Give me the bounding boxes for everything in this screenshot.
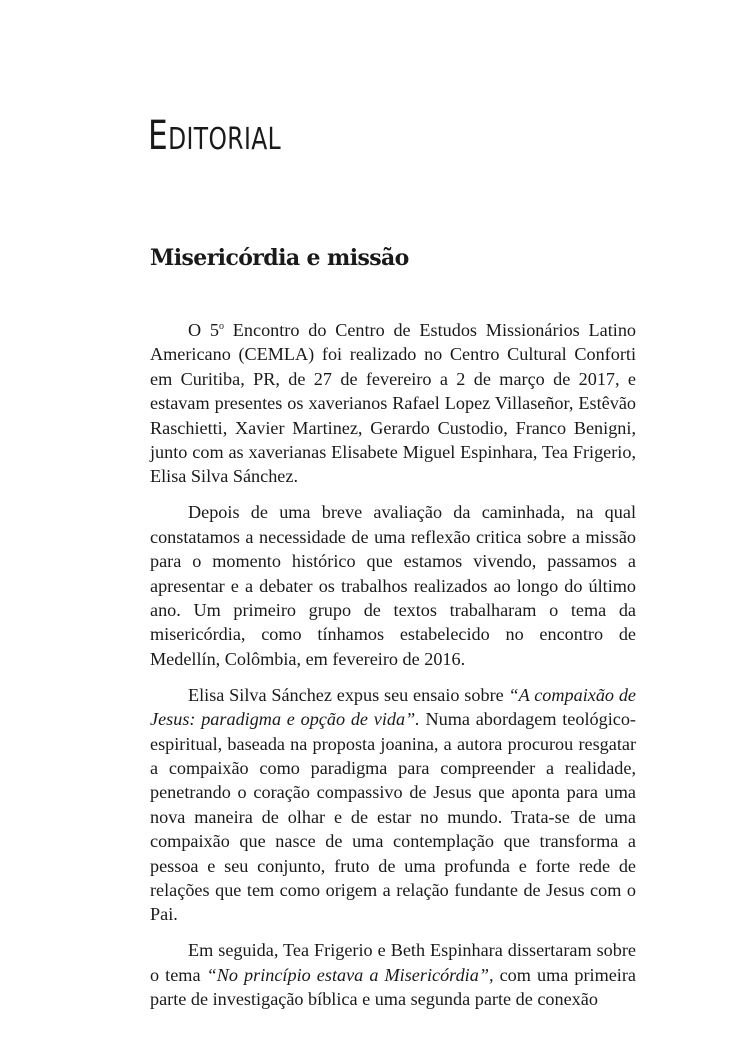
paragraph [150,318,636,489]
paragraph-text: O 5 [188,320,220,340]
essay-title: “A compaixão de Jesus: paradigma e opção de vida”. [150,684,636,730]
section-title-initial: E [148,113,169,159]
paragraph-text: Elisa Silva Sánchez expus seu ensaio sobre [188,684,509,705]
ordinal-superscript: o [219,321,225,332]
article-body [150,318,636,1023]
talk-title: “No princípio estava a Misericórdia”, [206,964,494,985]
paragraph [150,683,636,927]
paragraph-text: Encontro do Centro de Estudos Missionários Latino Americano (CEMLA) foi realizado no Centro Cultural Conforti em Curitiba, PR, de 27 de fevereiro a 2 de março de 2017, e estavam presentes os xaverianos Rafael Lopez Villaseñor, Estêvão Raschietti, Xavier Martinez, Gerardo Custodio, Franco Benigni, junto com as xaverianas Elisabete Miguel Espinhara, Tea Frigerio, Elisa Silva Sánchez. [150,320,637,487]
section-title [148,108,281,168]
article-title: Misericórdia e missão [150,245,409,271]
paragraph-text: Em seguida, Tea Frigerio e Beth Espinhara dissertaram sobre o tema [150,940,636,985]
paragraph [150,938,636,1011]
paragraph: Depois de uma breve avaliação da caminhada, na qual constatamos a necessidade de uma reflexão critica sobre a missão para o momento histórico que estamos vivendo, passamos a apresentar e a debater os trabalhos realizados ao longo do último ano. Um primeiro grupo de textos trabalharam o tema da misericórdia, como tínhamos estabelecido no encontro de Medellín, Colômbia, em fevereiro de 2016. [150,502,636,669]
paragraph-text: com uma primeira parte de investigação bíblica e uma segunda parte de conexão [150,964,636,1010]
section-title-rest: DITORIAL [168,122,282,157]
paragraph-text: Numa abordagem teológico-espiritual, baseada na proposta joanina, a autora procurou resgatar a compaixão como paradigma para compreender a realidade, penetrando o coração compassivo de Jesus que aponta para uma nova maneira de olhar e de estar no mundo. Trata-se de uma compaixão que nasce de uma contemplação que transforma a pessoa e seu conjunto, fruto de uma profunda e forte rede de relações que tem como origem a relação fundante de Jesus com o Pai. [150,709,636,925]
